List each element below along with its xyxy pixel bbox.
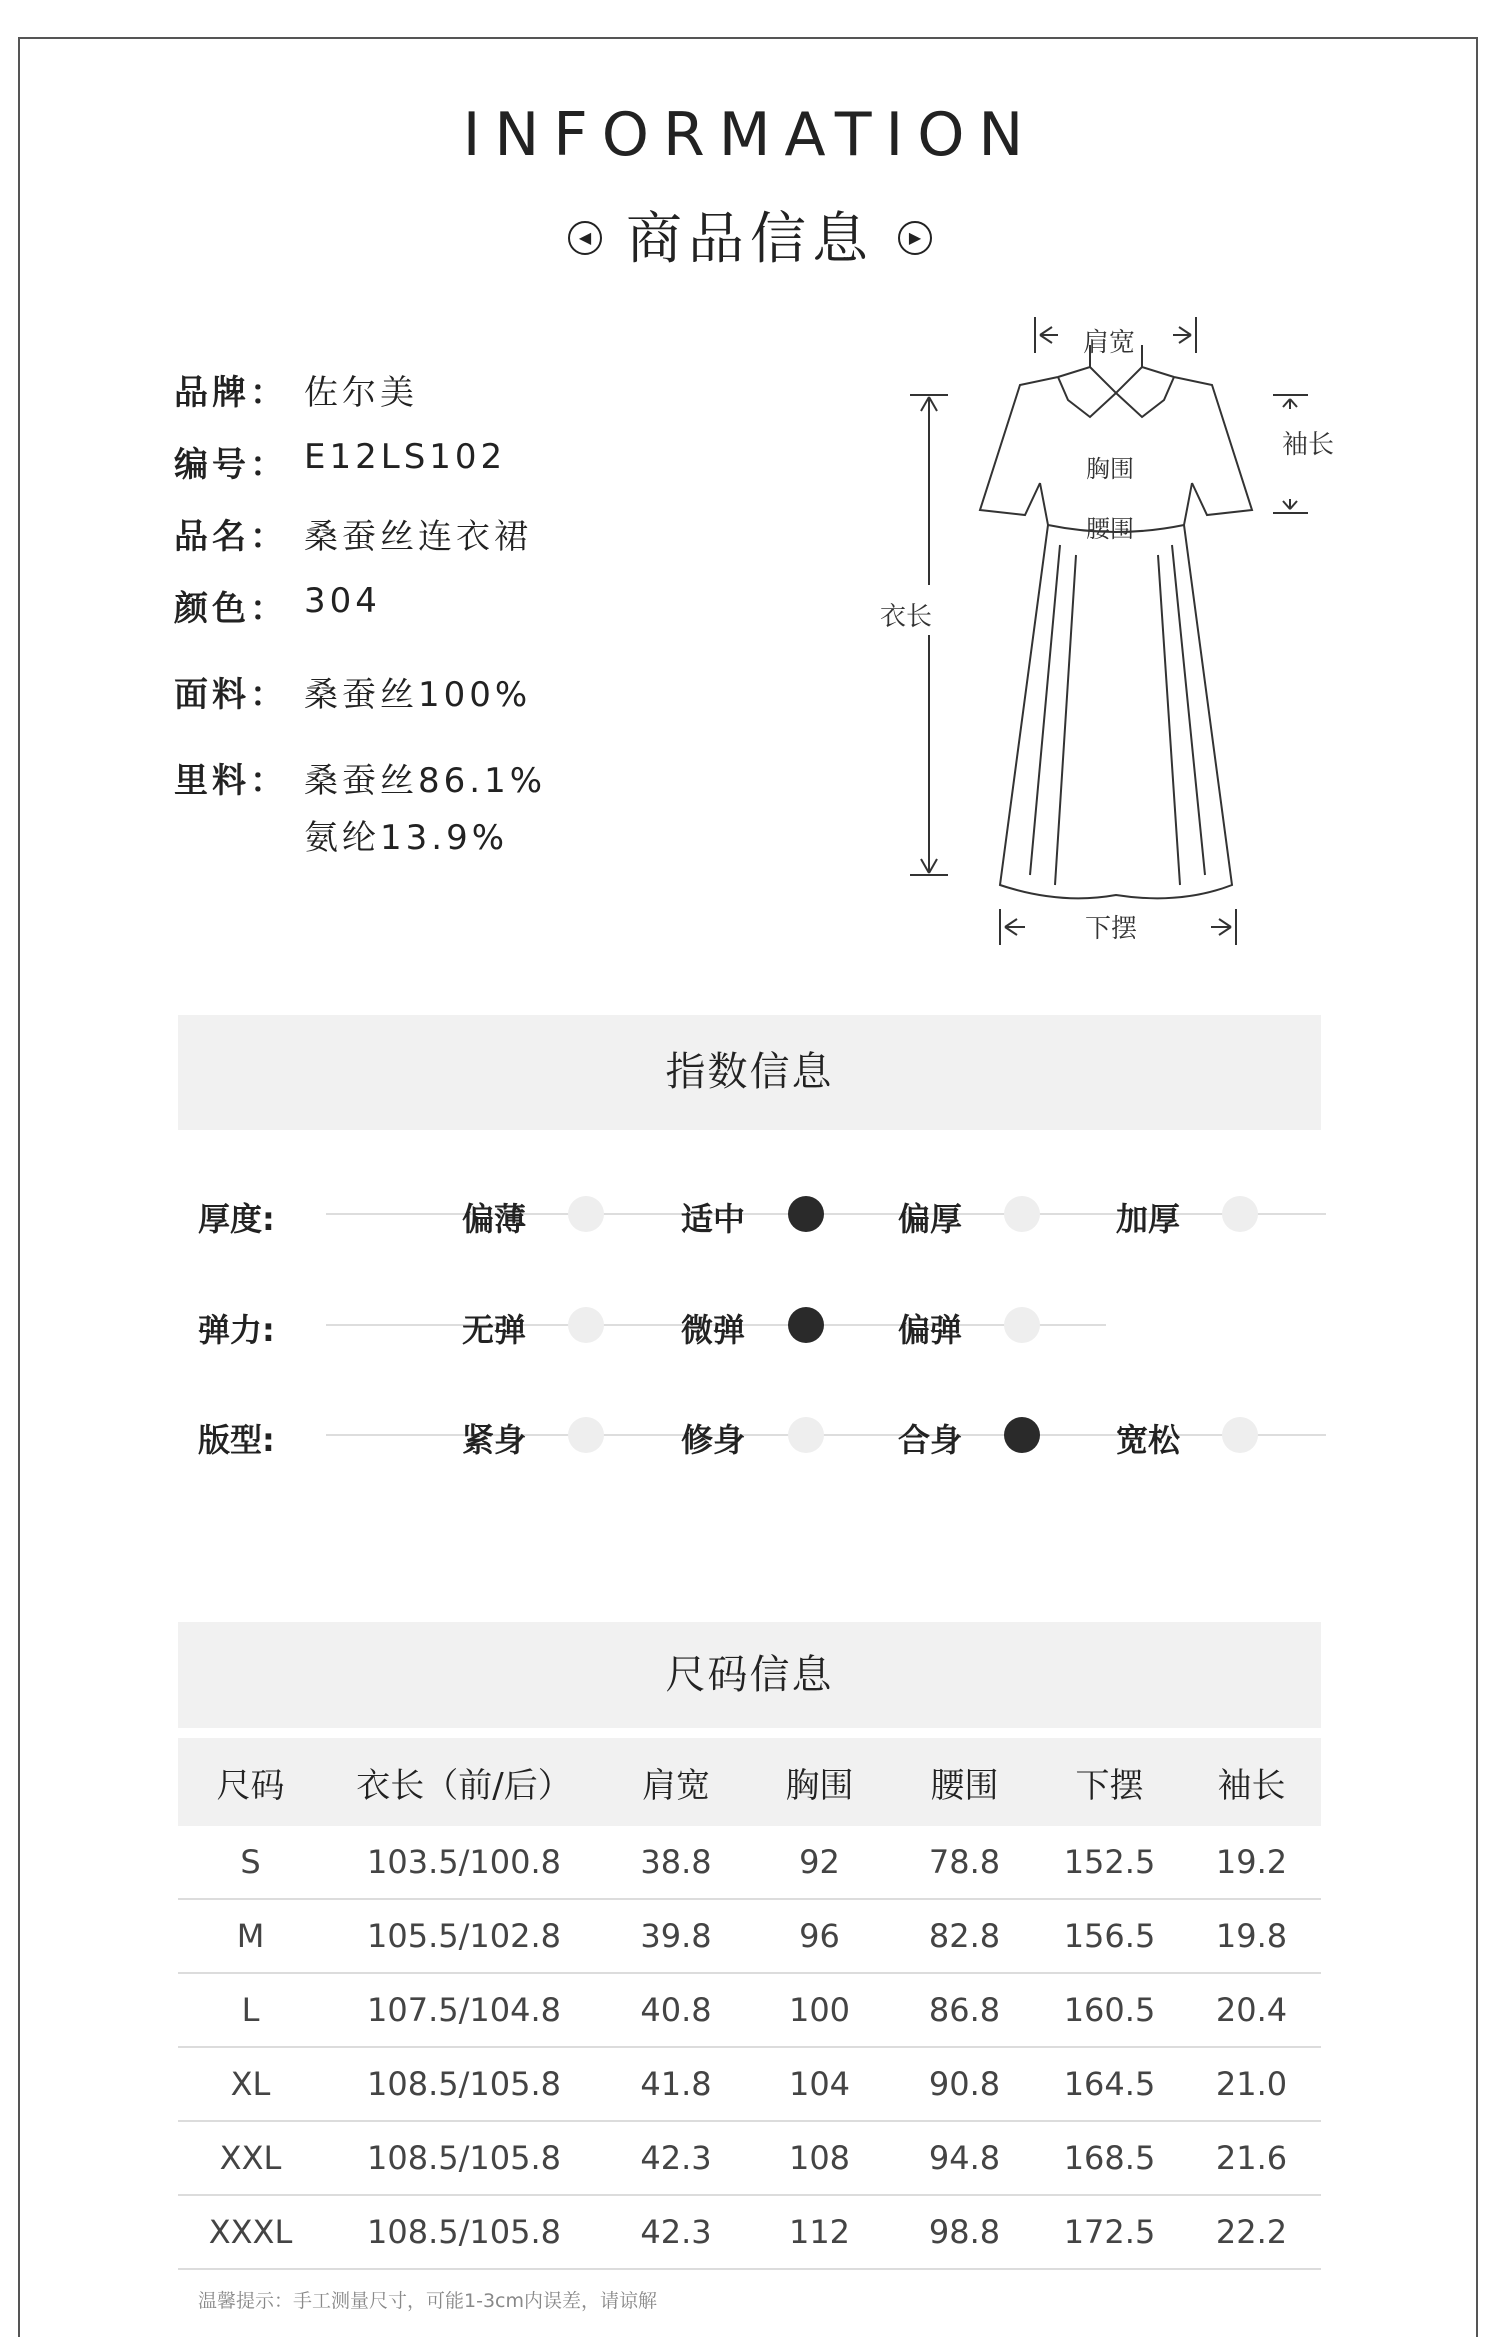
table-cell: 78.8 xyxy=(892,1826,1037,1899)
table-cell: 108.5/105.8 xyxy=(323,2195,605,2269)
info-lining xyxy=(174,753,546,859)
info-label: 编号： xyxy=(174,445,288,485)
index-dot xyxy=(1222,1196,1258,1232)
table-cell: 164.5 xyxy=(1037,2047,1182,2121)
table-cell: 90.8 xyxy=(892,2047,1037,2121)
info-value: 桑蚕丝连衣裙 xyxy=(304,517,532,557)
column-header: 胸围 xyxy=(747,1738,892,1826)
table-cell: 21.0 xyxy=(1182,2047,1321,2121)
info-fabric xyxy=(174,667,531,716)
table-cell: 19.2 xyxy=(1182,1826,1321,1899)
title-chinese-text: 商品信息 xyxy=(626,207,874,272)
lining-value-1: 桑蚕丝86.1% xyxy=(304,761,547,801)
index-option: 偏弹 xyxy=(898,1311,963,1349)
table-row xyxy=(178,1826,1321,1899)
index-option: 无弹 xyxy=(462,1311,527,1349)
table-cell: 92 xyxy=(747,1826,892,1899)
index-dot xyxy=(1222,1417,1258,1453)
table-cell: 82.8 xyxy=(892,1899,1037,1973)
table-cell: 20.4 xyxy=(1182,1973,1321,2047)
column-header: 腰围 xyxy=(892,1738,1037,1826)
table-row xyxy=(178,1899,1321,1973)
diagram-length-label: 衣长 xyxy=(880,602,933,632)
table-cell: 168.5 xyxy=(1037,2121,1182,2195)
table-cell: 156.5 xyxy=(1037,1899,1182,1973)
info-label: 品牌： xyxy=(174,373,288,413)
table-cell: 42.3 xyxy=(605,2121,747,2195)
table-cell: 105.5/102.8 xyxy=(323,1899,605,1973)
index-row-thickness xyxy=(198,1184,1328,1244)
table-cell: 104 xyxy=(747,2047,892,2121)
index-section-title: 指数信息 xyxy=(178,1015,1321,1130)
lining-value-2: 氨纶13.9% xyxy=(304,818,509,858)
index-option: 微弹 xyxy=(681,1311,746,1349)
info-value xyxy=(304,753,546,859)
table-cell: XL xyxy=(178,2047,323,2121)
table-cell: 40.8 xyxy=(605,1973,747,2047)
info-value: 佐尔美 xyxy=(304,373,418,413)
table-cell: 108.5/105.8 xyxy=(323,2121,605,2195)
table-row xyxy=(178,2047,1321,2121)
info-value: 304 xyxy=(304,581,381,621)
index-row-elasticity xyxy=(198,1295,1328,1355)
index-option: 紧身 xyxy=(462,1421,527,1459)
diagram-sleeve-label: 袖长 xyxy=(1282,430,1335,460)
size-table-header xyxy=(178,1738,1321,1826)
info-brand xyxy=(174,365,418,414)
index-option: 加厚 xyxy=(1116,1200,1181,1238)
info-value: 桑蚕丝100% xyxy=(304,675,532,715)
table-cell: 42.3 xyxy=(605,2195,747,2269)
index-option: 宽松 xyxy=(1116,1421,1181,1459)
table-cell: L xyxy=(178,1973,323,2047)
dress-diagram xyxy=(880,305,1340,955)
table-cell: XXL xyxy=(178,2121,323,2195)
table-cell: 86.8 xyxy=(892,1973,1037,2047)
title-english: INFORMATION xyxy=(462,100,1038,170)
table-cell: 107.5/104.8 xyxy=(323,1973,605,2047)
table-cell: 108 xyxy=(747,2121,892,2195)
index-dot xyxy=(568,1417,604,1453)
diagram-hem-label: 下摆 xyxy=(1085,914,1138,944)
table-cell: 38.8 xyxy=(605,1826,747,1899)
index-option: 合身 xyxy=(898,1421,963,1459)
diagram-waist-label: 腰围 xyxy=(1086,515,1134,543)
info-code xyxy=(174,437,506,486)
table-row xyxy=(178,1973,1321,2047)
table-row xyxy=(178,2121,1321,2195)
index-dot-selected xyxy=(1004,1417,1040,1453)
table-cell: 41.8 xyxy=(605,2047,747,2121)
table-cell: 94.8 xyxy=(892,2121,1037,2195)
index-dot xyxy=(1004,1307,1040,1343)
index-option: 修身 xyxy=(681,1421,746,1459)
size-section-title: 尺码信息 xyxy=(178,1622,1321,1728)
info-name xyxy=(174,509,532,558)
table-cell: 96 xyxy=(747,1899,892,1973)
table-cell: XXXL xyxy=(178,2195,323,2269)
size-table xyxy=(178,1738,1321,2270)
table-cell: S xyxy=(178,1826,323,1899)
diagram-shoulder-label: 肩宽 xyxy=(1083,328,1136,358)
index-row-label: 弹力: xyxy=(198,1311,275,1349)
table-cell: 160.5 xyxy=(1037,1973,1182,2047)
table-cell: 100 xyxy=(747,1973,892,2047)
info-label: 面料： xyxy=(174,675,288,715)
table-cell: 98.8 xyxy=(892,2195,1037,2269)
index-option: 偏厚 xyxy=(898,1200,963,1238)
left-arrow-icon: ◀ xyxy=(568,221,602,255)
index-dot xyxy=(568,1307,604,1343)
index-row-label: 厚度: xyxy=(198,1200,275,1238)
info-color xyxy=(174,581,381,630)
table-cell: 22.2 xyxy=(1182,2195,1321,2269)
index-row-fit xyxy=(198,1405,1328,1465)
table-cell: 152.5 xyxy=(1037,1826,1182,1899)
table-cell: 103.5/100.8 xyxy=(323,1826,605,1899)
index-option: 偏薄 xyxy=(462,1200,527,1238)
measurement-note: 温馨提示：手工测量尺寸，可能1-3cm内误差，请谅解 xyxy=(198,2290,657,2312)
table-cell: 112 xyxy=(747,2195,892,2269)
column-header: 下摆 xyxy=(1037,1738,1182,1826)
info-label: 品名： xyxy=(174,517,288,557)
index-dot-selected xyxy=(788,1196,824,1232)
table-cell: 21.6 xyxy=(1182,2121,1321,2195)
table-cell: M xyxy=(178,1899,323,1973)
table-row xyxy=(178,2195,1321,2269)
title-chinese xyxy=(0,195,1500,275)
info-label: 里料： xyxy=(174,761,288,801)
index-dot xyxy=(788,1417,824,1453)
index-dot-selected xyxy=(788,1307,824,1343)
column-header: 袖长 xyxy=(1182,1738,1321,1826)
index-dot xyxy=(568,1196,604,1232)
index-row-label: 版型: xyxy=(198,1421,275,1459)
index-option: 适中 xyxy=(681,1200,746,1238)
table-cell: 172.5 xyxy=(1037,2195,1182,2269)
column-header: 肩宽 xyxy=(605,1738,747,1826)
info-label: 颜色： xyxy=(174,589,288,629)
column-header: 衣长（前/后） xyxy=(323,1738,605,1826)
table-cell: 19.8 xyxy=(1182,1899,1321,1973)
index-dot xyxy=(1004,1196,1040,1232)
table-cell: 108.5/105.8 xyxy=(323,2047,605,2121)
table-cell: 39.8 xyxy=(605,1899,747,1973)
diagram-chest-label: 胸围 xyxy=(1086,455,1134,483)
right-arrow-icon: ▶ xyxy=(898,221,932,255)
column-header: 尺码 xyxy=(178,1738,323,1826)
info-value: E12LS102 xyxy=(304,437,507,477)
